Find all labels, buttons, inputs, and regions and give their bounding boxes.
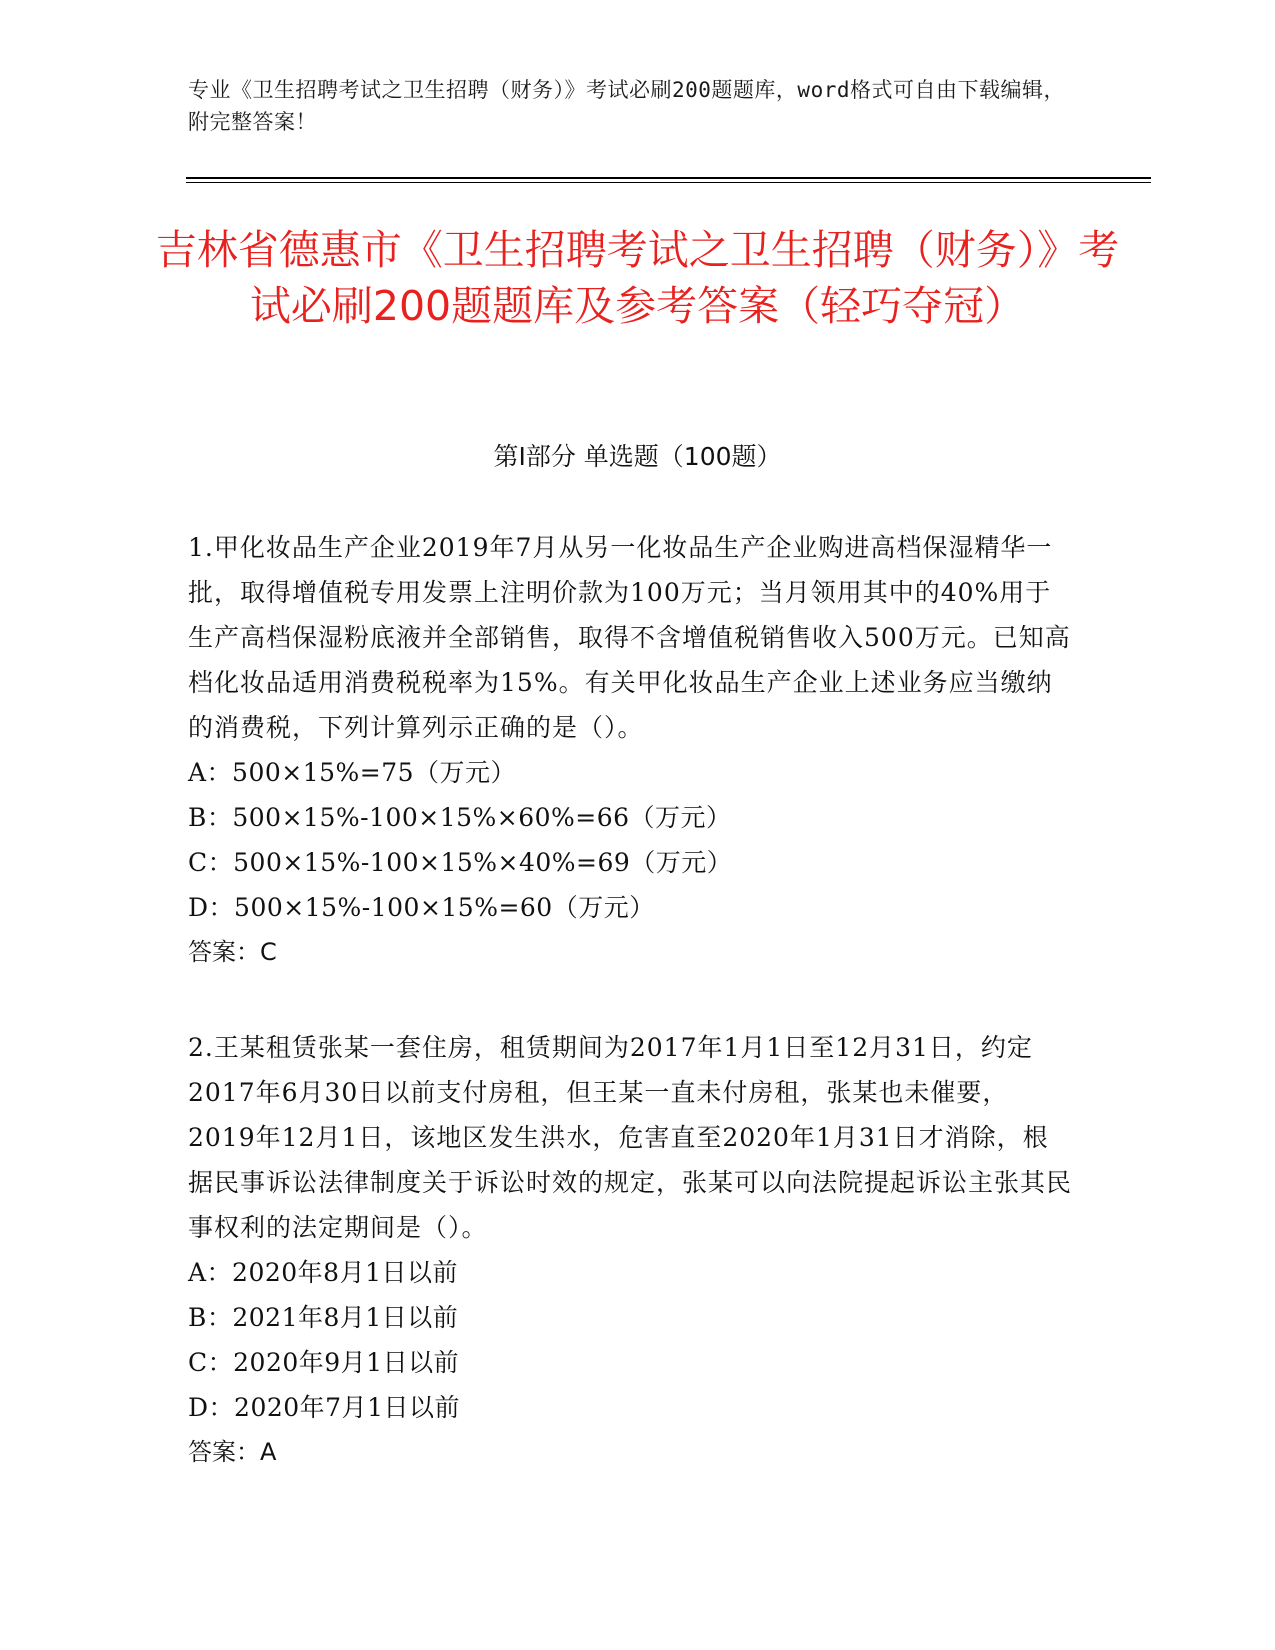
- option-a: A：2020年8月1日以前: [188, 1258, 458, 1287]
- option-d: D：500×15%-100×15%=60（万元）: [188, 893, 655, 922]
- answer: 答案：C: [188, 938, 277, 966]
- question-1: [188, 525, 1073, 975]
- header-divider-thin: [186, 182, 1151, 183]
- option-b: B：500×15%-100×15%×60%=66（万元）: [188, 803, 732, 832]
- answer: 答案：A: [188, 1438, 277, 1466]
- question-2: [188, 1025, 1073, 1475]
- question-stem: 1.甲化妆品生产企业2019年7月从另一化妆品生产企业购进高档保湿精华一批，取得增值税专用发票上注明价款为100万元；当月领用其中的40%用于生产高档保湿粉底液并全部销售，取得不含增值税销售收入500万元。已知高档化妆品适用消费税税率为15%。有关甲化妆品生产企业上述业务应当缴纳的消费税，下列计算列示正确的是（）。: [188, 533, 1071, 742]
- option-a: A：500×15%=75（万元）: [188, 758, 517, 787]
- question-stem: 2.王某租赁张某一套住房，租赁期间为2017年1月1日至12月31日，约定2017年6月30日以前支付房租，但王某一直未付房租，张某也未催要，2019年12月1日，该地区发生洪水，危害直至2020年1月31日才消除，根据民事诉讼法律制度关于诉讼时效的规定，张某可以向法院提起诉讼主张其民事权利的法定期间是（）。: [188, 1033, 1073, 1242]
- option-b: B：2021年8月1日以前: [188, 1303, 459, 1332]
- option-c: C：500×15%-100×15%×40%=69（万元）: [188, 848, 733, 877]
- document-title: 吉林省德惠市《卫生招聘考试之卫生招聘（财务）》考试必刷200题题库及参考答案（轻巧夺冠）: [155, 226, 1120, 330]
- section-heading: 第Ⅰ部分 单选题（100题）: [493, 442, 782, 471]
- header-divider-thick: [186, 177, 1151, 179]
- option-d: D：2020年7月1日以前: [188, 1393, 460, 1422]
- option-c: C：2020年9月1日以前: [188, 1348, 460, 1377]
- header-note: 专业《卫生招聘考试之卫生招聘（财务）》考试必刷200题题库，word格式可自由下载编辑，附完整答案！: [188, 78, 1065, 134]
